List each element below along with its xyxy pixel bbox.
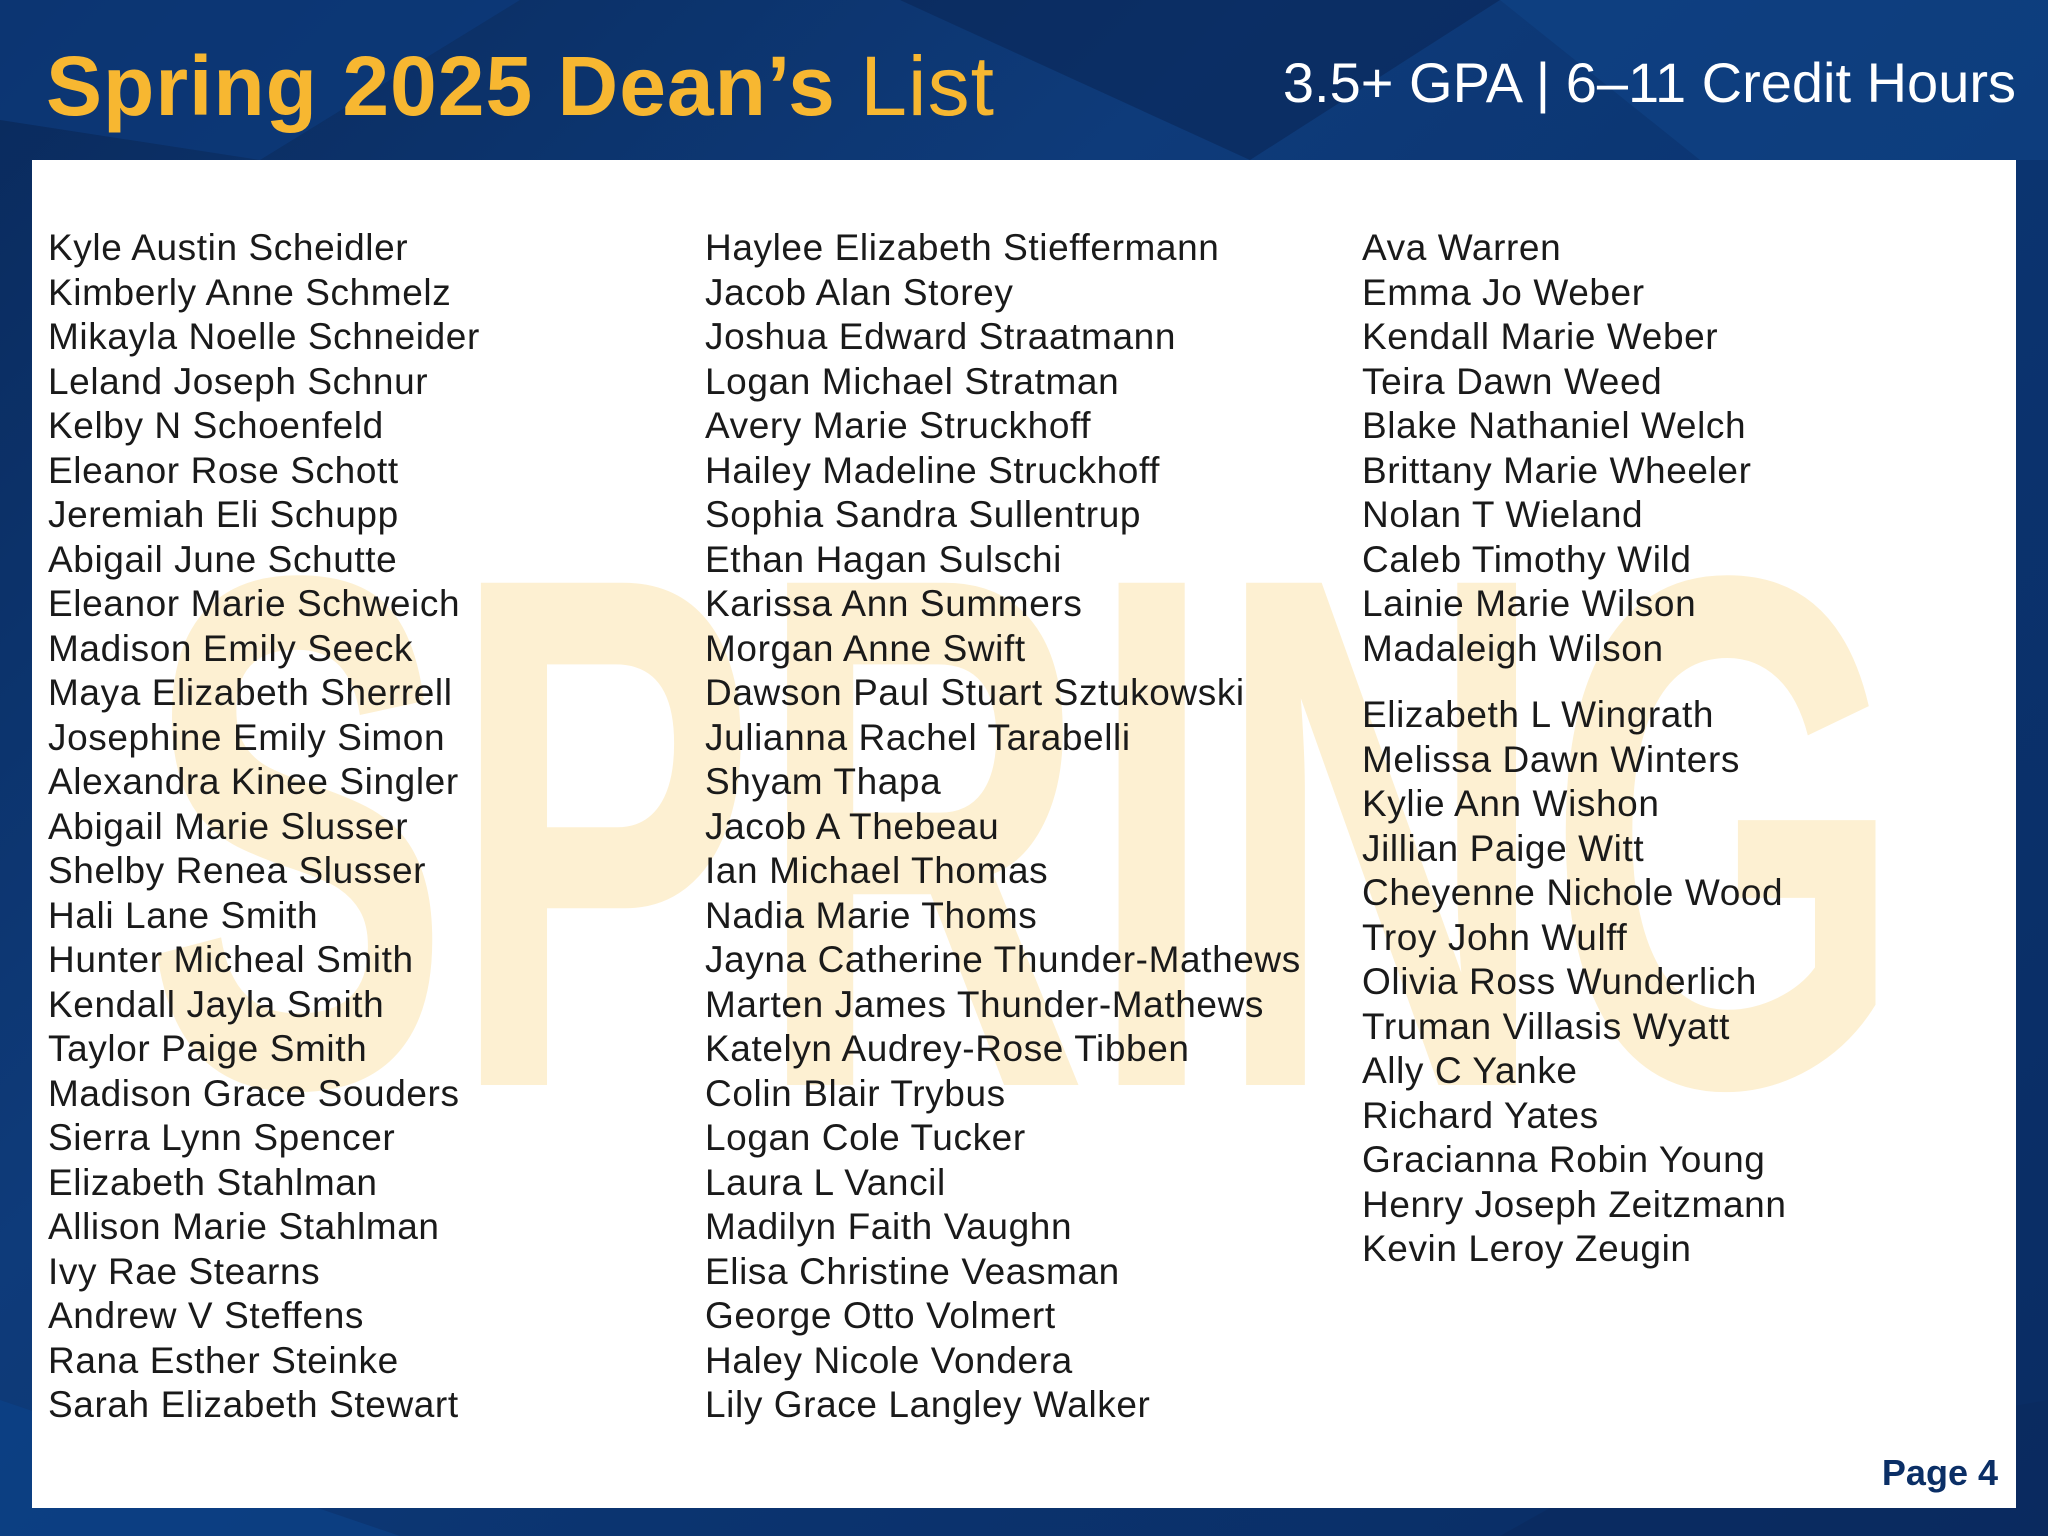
name-entry: Eleanor Marie Schweich <box>48 583 461 624</box>
name-entry: Brittany Marie Wheeler <box>1362 449 1752 491</box>
name-entry: Kevin Leroy Zeugin <box>1362 1228 1692 1269</box>
name-entry: Laura L Vancil <box>705 1161 946 1203</box>
name-entry: Maya Elizabeth Sherrell <box>48 672 453 713</box>
name-entry: Troy John Wulff <box>1362 916 1628 958</box>
name-entry: Marten James Thunder-Mathews <box>705 983 1265 1025</box>
name-entry: Ava Warren <box>1362 227 1562 268</box>
name-entry: Kimberly Anne Schmelz <box>48 271 452 313</box>
criteria-subtitle: 3.5+ GPA | 6–11 Credit Hours <box>1282 51 2016 114</box>
name-entry: Jacob Alan Storey <box>705 271 1014 313</box>
name-entry: Abigail June Schutte <box>48 538 398 580</box>
name-entry: Melissa Dawn Winters <box>1362 738 1740 780</box>
name-entry: Ian Michael Thomas <box>705 850 1049 891</box>
name-entry: Joshua Edward Straatmann <box>705 316 1176 357</box>
name-entry: Jayna Catherine Thunder-Mathews <box>705 939 1301 980</box>
name-entry: Gracianna Robin Young <box>1362 1139 1766 1180</box>
name-entry: Elizabeth Stahlman <box>48 1161 378 1203</box>
names-panel <box>32 160 2016 1508</box>
name-entry: Logan Cole Tucker <box>705 1117 1026 1158</box>
names-column-3 <box>1362 226 1787 1272</box>
name-entry: Haylee Elizabeth Stieffermann <box>705 227 1220 268</box>
header <box>0 0 2048 160</box>
name-entry: Morgan Anne Swift <box>705 627 1026 669</box>
name-entry: Katelyn Audrey-Rose Tibben <box>705 1028 1190 1069</box>
name-entry: Cheyenne Nichole Wood <box>1362 872 1784 913</box>
name-entry: Colin Blair Trybus <box>705 1072 1006 1114</box>
name-entry: Teira Dawn Weed <box>1362 360 1663 402</box>
name-entry: Shyam Thapa <box>705 761 942 802</box>
name-entry: Emma Jo Weber <box>1362 271 1645 313</box>
name-entry: Nadia Marie Thoms <box>705 894 1038 936</box>
name-entry: Madilyn Faith Vaughn <box>705 1206 1073 1247</box>
name-entry: Sophia Sandra Sullentrup <box>705 494 1142 535</box>
name-entry: Jeremiah Eli Schupp <box>48 494 399 535</box>
name-entry: Hailey Madeline Struckhoff <box>705 449 1161 491</box>
name-entry: Caleb Timothy Wild <box>1362 538 1692 580</box>
name-entry: Olivia Ross Wunderlich <box>1362 961 1757 1002</box>
name-entry: Nolan T Wieland <box>1362 494 1644 535</box>
name-entry: Karissa Ann Summers <box>705 583 1083 624</box>
name-entry: Richard Yates <box>1362 1094 1599 1136</box>
name-entry: Elisa Christine Veasman <box>705 1250 1120 1292</box>
name-entry: Logan Michael Stratman <box>705 360 1120 402</box>
watermark-text: SPRING <box>144 424 1904 1240</box>
name-entry: Kyle Austin Scheidler <box>48 227 409 268</box>
name-entry: Julianna Rachel Tarabelli <box>705 716 1131 758</box>
name-entry: Hali Lane Smith <box>48 894 319 936</box>
name-entry: George Otto Volmert <box>705 1295 1056 1336</box>
name-entry: Josephine Emily Simon <box>48 716 446 758</box>
name-entry: Rana Esther Steinke <box>48 1339 399 1381</box>
name-entry: Allison Marie Stahlman <box>48 1206 440 1247</box>
name-entry: Elizabeth L Wingrath <box>1362 694 1715 735</box>
name-entry: Madison Grace Souders <box>48 1072 460 1114</box>
name-entry: Leland Joseph Schnur <box>48 360 429 402</box>
name-entry: Blake Nathaniel Welch <box>1362 405 1747 446</box>
name-entry: Avery Marie Struckhoff <box>705 405 1092 446</box>
name-entry: Truman Villasis Wyatt <box>1362 1005 1730 1047</box>
page-title <box>46 36 995 136</box>
name-entry: Kendall Jayla Smith <box>48 983 385 1025</box>
name-entry: Abigail Marie Slusser <box>48 805 409 847</box>
name-entry: Ivy Rae Stearns <box>48 1250 321 1292</box>
name-entry: Jacob A Thebeau <box>705 805 1000 847</box>
name-entry: Andrew V Steffens <box>48 1295 364 1336</box>
name-entry: Alexandra Kinee Singler <box>48 761 459 802</box>
names-column-1 <box>48 226 480 1428</box>
title-light: List <box>860 39 995 133</box>
name-entry: Eleanor Rose Schott <box>48 449 399 491</box>
name-entry: Sarah Elizabeth Stewart <box>48 1384 459 1425</box>
name-entry: Shelby Renea Slusser <box>48 850 427 891</box>
name-entry: Kendall Marie Weber <box>1362 316 1719 357</box>
name-entry: Kylie Ann Wishon <box>1362 783 1660 824</box>
name-entry: Mikayla Noelle Schneider <box>48 316 480 357</box>
page-number: Page 4 <box>1881 1452 1998 1493</box>
name-entry: Henry Joseph Zeitzmann <box>1362 1183 1787 1225</box>
name-entry: Madaleigh Wilson <box>1362 627 1664 669</box>
names-column-2 <box>705 226 1301 1428</box>
name-entry: Sierra Lynn Spencer <box>48 1117 396 1158</box>
name-entry: Taylor Paige Smith <box>48 1028 368 1069</box>
name-entry: Hunter Micheal Smith <box>48 939 414 980</box>
name-entry: Kelby N Schoenfeld <box>48 405 384 446</box>
name-entry: Jillian Paige Witt <box>1362 827 1645 869</box>
name-entry: Ethan Hagan Sulschi <box>705 538 1062 580</box>
name-entry: Haley Nicole Vondera <box>705 1339 1073 1381</box>
name-entry: Dawson Paul Stuart Sztukowski <box>705 672 1245 713</box>
name-entry: Madison Emily Seeck <box>48 627 414 669</box>
name-entry: Lainie Marie Wilson <box>1362 583 1697 624</box>
title-bold: Spring 2025 Dean’s <box>46 39 836 133</box>
name-entry: Lily Grace Langley Walker <box>705 1384 1151 1425</box>
name-entry: Ally C Yanke <box>1362 1050 1578 1091</box>
